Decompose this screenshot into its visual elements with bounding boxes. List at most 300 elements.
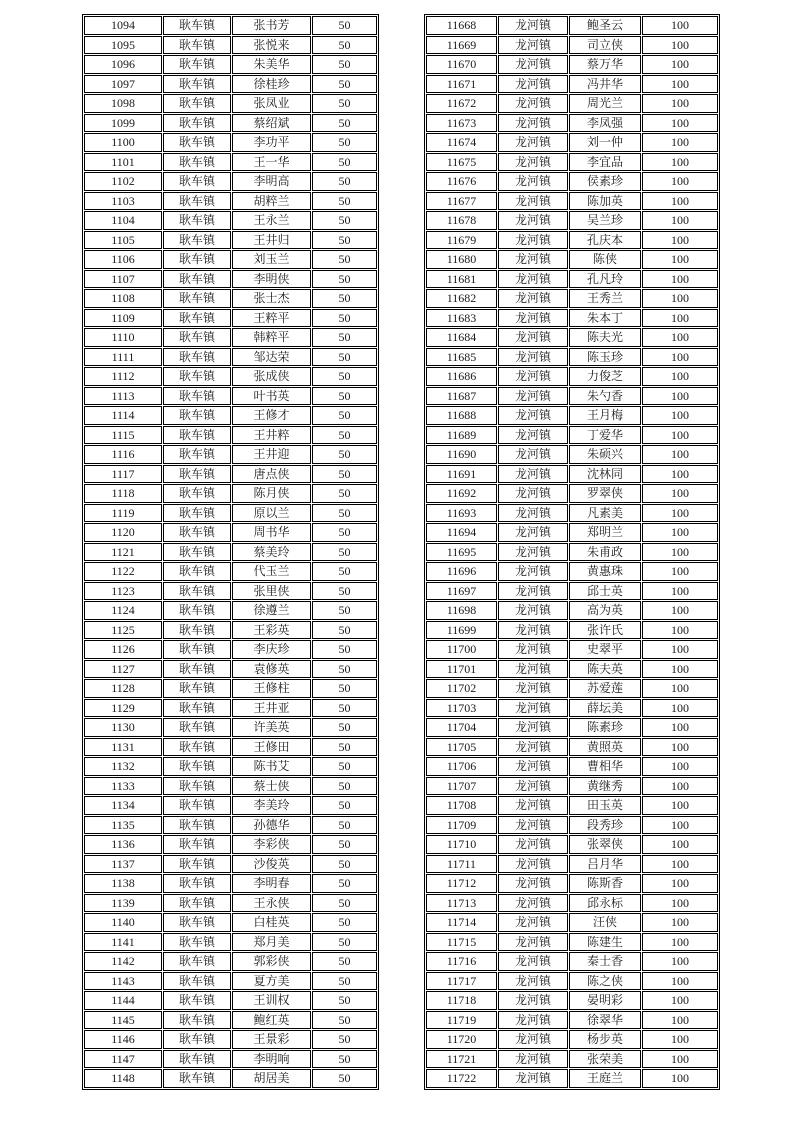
cell-name: 鲍圣云 [569, 16, 641, 35]
table-row [426, 328, 718, 347]
table-row [426, 835, 718, 854]
cell-name: 郑明兰 [569, 523, 641, 542]
cell-town: 龙河镇 [498, 114, 568, 133]
cell-serial-number: 1138 [84, 874, 162, 893]
cell-name: 侯素珍 [569, 172, 641, 191]
cell-name: 唐点侠 [232, 465, 311, 484]
cell-name: 鲍红英 [232, 1011, 311, 1030]
cell-amount: 50 [312, 426, 377, 445]
cell-serial-number: 11719 [426, 1011, 497, 1030]
cell-amount: 50 [312, 75, 377, 94]
cell-amount: 100 [642, 16, 718, 35]
cell-amount: 100 [642, 621, 718, 640]
cell-town: 龙河镇 [498, 94, 568, 113]
cell-serial-number: 1133 [84, 777, 162, 796]
cell-name: 王庭兰 [569, 1069, 641, 1088]
cell-serial-number: 11722 [426, 1069, 497, 1088]
cell-amount: 100 [642, 562, 718, 581]
table-row [426, 601, 718, 620]
cell-serial-number: 1116 [84, 445, 162, 464]
table-row [426, 660, 718, 679]
table-row [84, 172, 377, 191]
cell-name: 罗翠侠 [569, 484, 641, 503]
cell-amount: 50 [312, 660, 377, 679]
cell-serial-number: 1122 [84, 562, 162, 581]
cell-name: 张荣美 [569, 1050, 641, 1069]
cell-serial-number: 1117 [84, 465, 162, 484]
cell-town: 耿车镇 [163, 114, 231, 133]
cell-serial-number: 11706 [426, 757, 497, 776]
cell-serial-number: 1121 [84, 543, 162, 562]
right-roster-table [424, 14, 720, 1090]
cell-town: 龙河镇 [498, 289, 568, 308]
table-row [84, 913, 377, 932]
cell-town: 耿车镇 [163, 1069, 231, 1088]
cell-name: 周光兰 [569, 94, 641, 113]
table-row [426, 211, 718, 230]
cell-town: 龙河镇 [498, 816, 568, 835]
cell-serial-number: 11697 [426, 582, 497, 601]
cell-name: 朱勺香 [569, 387, 641, 406]
cell-serial-number: 11721 [426, 1050, 497, 1069]
cell-serial-number: 1130 [84, 718, 162, 737]
cell-amount: 50 [312, 445, 377, 464]
cell-serial-number: 11675 [426, 153, 497, 172]
cell-serial-number: 1100 [84, 133, 162, 152]
cell-serial-number: 1106 [84, 250, 162, 269]
table-row [84, 75, 377, 94]
cell-town: 龙河镇 [498, 192, 568, 211]
cell-town: 龙河镇 [498, 16, 568, 35]
cell-serial-number: 1114 [84, 406, 162, 425]
table-row [426, 913, 718, 932]
cell-name: 蔡万华 [569, 55, 641, 74]
cell-amount: 50 [312, 211, 377, 230]
cell-amount: 50 [312, 816, 377, 835]
cell-town: 龙河镇 [498, 991, 568, 1010]
cell-name: 薛坛美 [569, 699, 641, 718]
cell-serial-number: 11692 [426, 484, 497, 503]
table-row [84, 523, 377, 542]
table-row [426, 309, 718, 328]
cell-serial-number: 11679 [426, 231, 497, 250]
cell-serial-number: 1119 [84, 504, 162, 523]
cell-serial-number: 1139 [84, 894, 162, 913]
cell-amount: 100 [642, 582, 718, 601]
cell-serial-number: 11688 [426, 406, 497, 425]
cell-name: 李庆珍 [232, 640, 311, 659]
cell-name: 沈林同 [569, 465, 641, 484]
cell-town: 耿车镇 [163, 562, 231, 581]
cell-serial-number: 11683 [426, 309, 497, 328]
table-row [426, 699, 718, 718]
cell-serial-number: 1109 [84, 309, 162, 328]
cell-town: 龙河镇 [498, 270, 568, 289]
cell-town: 龙河镇 [498, 894, 568, 913]
cell-amount: 50 [312, 133, 377, 152]
cell-serial-number: 1097 [84, 75, 162, 94]
cell-name: 高为英 [569, 601, 641, 620]
cell-amount: 100 [642, 75, 718, 94]
cell-name: 王修田 [232, 738, 311, 757]
table-row [84, 1030, 377, 1049]
cell-town: 耿车镇 [163, 874, 231, 893]
table-row [84, 211, 377, 230]
cell-serial-number: 1101 [84, 153, 162, 172]
table-row [426, 465, 718, 484]
cell-town: 龙河镇 [498, 231, 568, 250]
cell-town: 耿车镇 [163, 367, 231, 386]
table-row [84, 465, 377, 484]
cell-town: 龙河镇 [498, 523, 568, 542]
cell-serial-number: 1113 [84, 387, 162, 406]
cell-amount: 100 [642, 1069, 718, 1088]
cell-town: 龙河镇 [498, 718, 568, 737]
cell-town: 龙河镇 [498, 699, 568, 718]
cell-amount: 50 [312, 952, 377, 971]
table-row [426, 1030, 718, 1049]
cell-name: 王月梅 [569, 406, 641, 425]
cell-name: 晏明彩 [569, 991, 641, 1010]
cell-town: 耿车镇 [163, 757, 231, 776]
table-row [84, 757, 377, 776]
table-row [84, 1050, 377, 1069]
cell-town: 龙河镇 [498, 445, 568, 464]
cell-name: 孙德华 [232, 816, 311, 835]
cell-serial-number: 1143 [84, 972, 162, 991]
cell-serial-number: 1135 [84, 816, 162, 835]
cell-name: 陈素珍 [569, 718, 641, 737]
cell-name: 陈夫英 [569, 660, 641, 679]
cell-serial-number: 11684 [426, 328, 497, 347]
cell-town: 耿车镇 [163, 913, 231, 932]
table-row [84, 133, 377, 152]
table-row [426, 855, 718, 874]
cell-amount: 100 [642, 270, 718, 289]
table-row [426, 484, 718, 503]
cell-amount: 50 [312, 94, 377, 113]
cell-serial-number: 1134 [84, 796, 162, 815]
table-row [84, 874, 377, 893]
cell-amount: 100 [642, 465, 718, 484]
table-row [84, 855, 377, 874]
table-row [84, 250, 377, 269]
cell-amount: 50 [312, 348, 377, 367]
cell-amount: 50 [312, 972, 377, 991]
cell-name: 朱硕兴 [569, 445, 641, 464]
cell-serial-number: 11696 [426, 562, 497, 581]
cell-amount: 100 [642, 816, 718, 835]
cell-town: 耿车镇 [163, 855, 231, 874]
cell-town: 耿车镇 [163, 328, 231, 347]
cell-town: 龙河镇 [498, 1050, 568, 1069]
cell-serial-number: 11699 [426, 621, 497, 640]
cell-town: 龙河镇 [498, 855, 568, 874]
cell-town: 龙河镇 [498, 75, 568, 94]
cell-name: 冯井华 [569, 75, 641, 94]
table-row [426, 94, 718, 113]
cell-town: 耿车镇 [163, 738, 231, 757]
cell-town: 耿车镇 [163, 192, 231, 211]
table-row [426, 387, 718, 406]
cell-serial-number: 11670 [426, 55, 497, 74]
cell-name: 丁爱华 [569, 426, 641, 445]
cell-serial-number: 11698 [426, 601, 497, 620]
cell-serial-number: 1104 [84, 211, 162, 230]
cell-serial-number: 11681 [426, 270, 497, 289]
table-row [426, 75, 718, 94]
table-row [426, 777, 718, 796]
cell-name: 刘一仲 [569, 133, 641, 152]
cell-serial-number: 1099 [84, 114, 162, 133]
cell-name: 张许氏 [569, 621, 641, 640]
cell-amount: 50 [312, 874, 377, 893]
table-row [84, 387, 377, 406]
cell-amount: 50 [312, 835, 377, 854]
cell-town: 耿车镇 [163, 660, 231, 679]
cell-town: 耿车镇 [163, 465, 231, 484]
cell-serial-number: 1145 [84, 1011, 162, 1030]
cell-amount: 100 [642, 855, 718, 874]
cell-amount: 50 [312, 991, 377, 1010]
cell-serial-number: 1136 [84, 835, 162, 854]
cell-serial-number: 1094 [84, 16, 162, 35]
cell-serial-number: 1112 [84, 367, 162, 386]
cell-amount: 100 [642, 406, 718, 425]
cell-name: 郑月美 [232, 933, 311, 952]
cell-town: 耿车镇 [163, 679, 231, 698]
cell-serial-number: 11717 [426, 972, 497, 991]
cell-name: 王井迎 [232, 445, 311, 464]
cell-amount: 50 [312, 270, 377, 289]
cell-name: 许美英 [232, 718, 311, 737]
cell-name: 黄继秀 [569, 777, 641, 796]
cell-serial-number: 11714 [426, 913, 497, 932]
cell-name: 司立侠 [569, 36, 641, 55]
cell-amount: 100 [642, 972, 718, 991]
cell-amount: 50 [312, 640, 377, 659]
cell-name: 白桂英 [232, 913, 311, 932]
cell-name: 胡居美 [232, 1069, 311, 1088]
table-row [426, 640, 718, 659]
cell-serial-number: 11671 [426, 75, 497, 94]
cell-name: 汪侠 [569, 913, 641, 932]
cell-serial-number: 11673 [426, 114, 497, 133]
cell-name: 陈玉珍 [569, 348, 641, 367]
cell-amount: 100 [642, 699, 718, 718]
cell-town: 耿车镇 [163, 543, 231, 562]
cell-name: 杨步英 [569, 1030, 641, 1049]
cell-town: 龙河镇 [498, 601, 568, 620]
table-row [84, 894, 377, 913]
cell-name: 徐翠华 [569, 1011, 641, 1030]
cell-town: 耿车镇 [163, 835, 231, 854]
cell-name: 李功平 [232, 133, 311, 152]
cell-amount: 50 [312, 601, 377, 620]
cell-name: 李美玲 [232, 796, 311, 815]
cell-amount: 50 [312, 1030, 377, 1049]
cell-serial-number: 1115 [84, 426, 162, 445]
cell-town: 耿车镇 [163, 504, 231, 523]
cell-name: 李彩侠 [232, 835, 311, 854]
cell-name: 袁修英 [232, 660, 311, 679]
cell-serial-number: 1128 [84, 679, 162, 698]
cell-name: 秦士香 [569, 952, 641, 971]
cell-serial-number: 11718 [426, 991, 497, 1010]
cell-amount: 100 [642, 1050, 718, 1069]
cell-serial-number: 1096 [84, 55, 162, 74]
cell-serial-number: 1105 [84, 231, 162, 250]
cell-name: 朱本丁 [569, 309, 641, 328]
cell-amount: 50 [312, 153, 377, 172]
cell-town: 龙河镇 [498, 796, 568, 815]
cell-amount: 50 [312, 699, 377, 718]
cell-amount: 50 [312, 504, 377, 523]
table-row [426, 621, 718, 640]
cell-amount: 100 [642, 523, 718, 542]
cell-serial-number: 11677 [426, 192, 497, 211]
cell-amount: 100 [642, 484, 718, 503]
cell-town: 龙河镇 [498, 367, 568, 386]
cell-name: 张里侠 [232, 582, 311, 601]
cell-serial-number: 11676 [426, 172, 497, 191]
cell-town: 龙河镇 [498, 309, 568, 328]
cell-name: 王训权 [232, 991, 311, 1010]
table-row [84, 94, 377, 113]
cell-amount: 100 [642, 231, 718, 250]
table-row [426, 270, 718, 289]
cell-name: 王粹平 [232, 309, 311, 328]
cell-town: 龙河镇 [498, 348, 568, 367]
cell-serial-number: 11674 [426, 133, 497, 152]
cell-town: 耿车镇 [163, 601, 231, 620]
cell-town: 耿车镇 [163, 972, 231, 991]
cell-name: 陈加英 [569, 192, 641, 211]
cell-town: 龙河镇 [498, 1011, 568, 1030]
table-row [84, 660, 377, 679]
cell-amount: 50 [312, 465, 377, 484]
cell-town: 耿车镇 [163, 621, 231, 640]
cell-serial-number: 1124 [84, 601, 162, 620]
cell-serial-number: 11668 [426, 16, 497, 35]
cell-town: 耿车镇 [163, 484, 231, 503]
cell-name: 孔庆本 [569, 231, 641, 250]
cell-amount: 50 [312, 16, 377, 35]
cell-name: 李明春 [232, 874, 311, 893]
cell-town: 耿车镇 [163, 523, 231, 542]
table-row [426, 933, 718, 952]
cell-name: 段秀珍 [569, 816, 641, 835]
cell-town: 耿车镇 [163, 16, 231, 35]
cell-amount: 100 [642, 913, 718, 932]
cell-serial-number: 11716 [426, 952, 497, 971]
cell-serial-number: 11700 [426, 640, 497, 659]
table-row [84, 1011, 377, 1030]
cell-serial-number: 11705 [426, 738, 497, 757]
cell-town: 耿车镇 [163, 231, 231, 250]
cell-serial-number: 11710 [426, 835, 497, 854]
cell-serial-number: 11715 [426, 933, 497, 952]
cell-town: 龙河镇 [498, 738, 568, 757]
cell-amount: 50 [312, 55, 377, 74]
cell-name: 苏爱莲 [569, 679, 641, 698]
cell-name: 王永兰 [232, 211, 311, 230]
cell-name: 韩粹平 [232, 328, 311, 347]
cell-name: 沙俊英 [232, 855, 311, 874]
cell-name: 凡素美 [569, 504, 641, 523]
cell-name: 胡粹兰 [232, 192, 311, 211]
cell-amount: 50 [312, 1011, 377, 1030]
cell-town: 龙河镇 [498, 211, 568, 230]
cell-town: 龙河镇 [498, 426, 568, 445]
cell-town: 龙河镇 [498, 250, 568, 269]
cell-name: 朱甫政 [569, 543, 641, 562]
cell-amount: 50 [312, 543, 377, 562]
cell-serial-number: 1102 [84, 172, 162, 191]
cell-serial-number: 11680 [426, 250, 497, 269]
table-row [426, 504, 718, 523]
table-row [84, 562, 377, 581]
cell-amount: 100 [642, 640, 718, 659]
cell-serial-number: 11720 [426, 1030, 497, 1049]
cell-amount: 50 [312, 231, 377, 250]
cell-name: 孔凡玲 [569, 270, 641, 289]
cell-town: 龙河镇 [498, 679, 568, 698]
cell-name: 夏方美 [232, 972, 311, 991]
table-row [426, 738, 718, 757]
table-row [426, 679, 718, 698]
cell-town: 龙河镇 [498, 972, 568, 991]
cell-amount: 100 [642, 55, 718, 74]
cell-amount: 50 [312, 718, 377, 737]
cell-name: 郭彩侠 [232, 952, 311, 971]
cell-name: 徐遵兰 [232, 601, 311, 620]
cell-town: 龙河镇 [498, 874, 568, 893]
cell-amount: 100 [642, 874, 718, 893]
cell-amount: 100 [642, 133, 718, 152]
cell-town: 耿车镇 [163, 94, 231, 113]
cell-serial-number: 1146 [84, 1030, 162, 1049]
cell-town: 龙河镇 [498, 640, 568, 659]
table-row [426, 972, 718, 991]
table-row [84, 153, 377, 172]
table-row [426, 1011, 718, 1030]
cell-amount: 50 [312, 328, 377, 347]
cell-name: 陈月侠 [232, 484, 311, 503]
cell-name: 邹达荣 [232, 348, 311, 367]
cell-name: 邱士英 [569, 582, 641, 601]
cell-name: 王井归 [232, 231, 311, 250]
table-row [426, 36, 718, 55]
table-row [426, 894, 718, 913]
cell-amount: 50 [312, 484, 377, 503]
cell-serial-number: 11695 [426, 543, 497, 562]
table-row [84, 952, 377, 971]
cell-amount: 50 [312, 114, 377, 133]
cell-amount: 100 [642, 777, 718, 796]
cell-name: 张士杰 [232, 289, 311, 308]
cell-town: 龙河镇 [498, 36, 568, 55]
cell-amount: 50 [312, 738, 377, 757]
cell-amount: 100 [642, 679, 718, 698]
cell-name: 力俊芝 [569, 367, 641, 386]
table-row [84, 289, 377, 308]
cell-town: 龙河镇 [498, 55, 568, 74]
cell-name: 原以兰 [232, 504, 311, 523]
cell-name: 田玉英 [569, 796, 641, 815]
cell-amount: 100 [642, 328, 718, 347]
table-row [84, 36, 377, 55]
